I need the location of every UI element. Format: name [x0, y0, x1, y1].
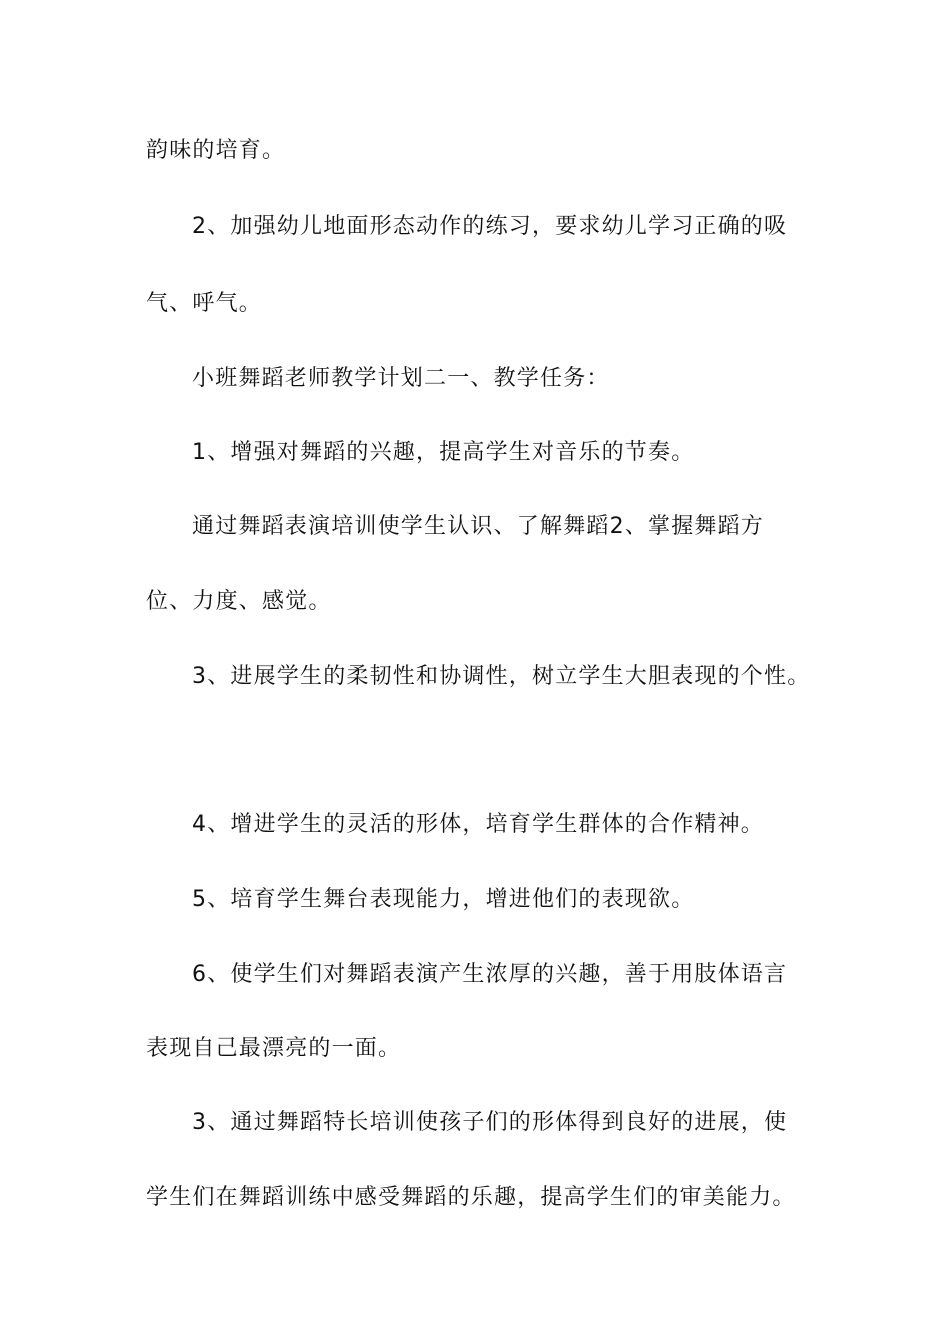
text-line-12: 表现自己最漂亮的一面。	[146, 1036, 402, 1061]
text-line-14: 学生们在舞蹈训练中感受舞蹈的乐趣，提高学生们的审美能力。	[146, 1185, 796, 1210]
text-line-1: 韵味的培育。	[146, 138, 286, 163]
text-line-11: 6、使学生们对舞蹈表演产生浓厚的兴趣，善于用肢体语言	[192, 962, 788, 987]
text-line-4: 小班舞蹈老师教学计划二一、教学任务：	[192, 366, 610, 391]
text-line-9: 4、增进学生的灵活的形体，培育学生群体的合作精神。	[192, 812, 764, 837]
text-line-7: 位、力度、感觉。	[146, 589, 332, 614]
text-line-8: 3、进展学生的柔韧性和协调性，树立学生大胆表现的个性。	[192, 664, 811, 689]
text-line-13: 3、通过舞蹈特长培训使孩子们的形体得到良好的进展，使	[192, 1110, 788, 1135]
text-line-5: 1、增强对舞蹈的兴趣，提高学生对音乐的节奏。	[192, 440, 695, 465]
text-line-3: 气、呼气。	[146, 291, 263, 316]
text-line-2: 2、加强幼儿地面形态动作的练习，要求幼儿学习正确的吸	[192, 214, 788, 239]
text-line-6: 通过舞蹈表演培训使学生认识、了解舞蹈2、掌握舞蹈方	[192, 514, 764, 539]
text-line-10: 5、培育学生舞台表现能力，增进他们的表现欲。	[192, 887, 695, 912]
